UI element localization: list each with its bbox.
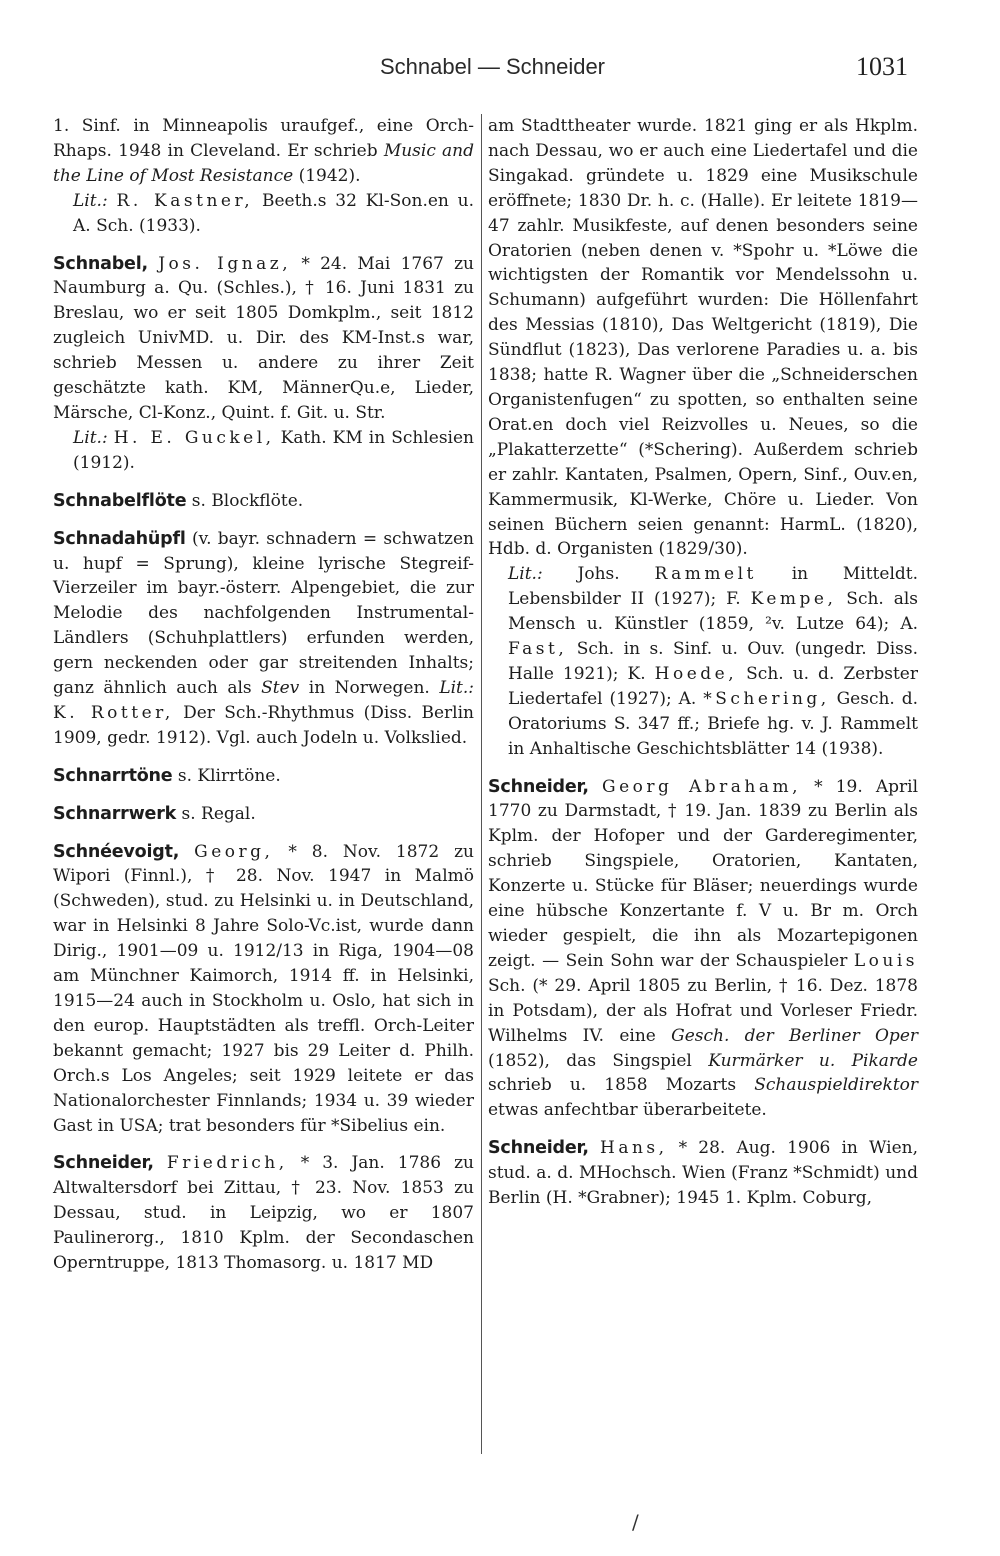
lit-label: Lit.: — [439, 678, 475, 699]
lit-text: Johs. — [577, 564, 620, 585]
entry-text: in Norwegen. — [308, 678, 430, 699]
lit-author: Fast, — [508, 639, 568, 660]
lit-text: Gesch. d. Oratoriums S. 347 ff.; Briefe hg. v. J. Rammelt in Anhaltische Geschichtsblätter 14 (1938). — [508, 688, 919, 759]
entry-continuation — [488, 114, 918, 762]
entry-text: schrieb u. 1858 Mozarts — [488, 1075, 737, 1096]
entry-text: * 8. Nov. 1872 zu Wipori (Finnl.), † 28. Nov. 1947 in Malmö (Schweden), stud. zu Helsinki u. in Deutschland, war in Helsinki 8 Jahre Solo-Vc.ist, wurde dann Dirig., 1901—09 u. 1912/13 in Riga, 1904—08 am Münchner Kaimorch, 1914 ff. in Helsinki, 1915—24 auch in Stockholm u. Oslo, hat sich in den europ. Hauptstädten als treffl. Orch-Leiter bekannt gemacht; 1927 bis 29 Leiter d. Philh. Orch.s Los Angeles; seit 1929 leitete er das Nationalorchester Finnlands; 1934 u. 39 wieder Gast in USA; trat besonders für *Sibelius ein. — [53, 841, 475, 1136]
literature-note — [53, 426, 474, 476]
right-column — [488, 114, 918, 1224]
lit-text: Sch. als Mensch u. Künstler (1859, ²v. Lutze 64); A. — [508, 589, 919, 635]
entry-continuation — [53, 114, 474, 239]
entry-schneider-friedrich — [53, 1151, 474, 1276]
person-name: Louis — [853, 950, 918, 971]
lit-text: Sch. in s. Sinf. u. Ouv. (ungedr. Diss. Halle 1921); K. — [508, 639, 918, 684]
work-title: Kurmärker u. Pikarde — [708, 1050, 918, 1071]
lit-text: in Mitteldt. Lebensbilder II (1927); F. — [508, 564, 919, 610]
entry-text: Sch. (* 29. April 1805 zu Berlin, † 16. Dez. 1878 in Potsdam), der als Hofrat und Vorleser Friedr. Wilhelms IV. eine — [488, 975, 918, 1046]
entry-text: etwas anfechtbar überarbeitete. — [488, 1100, 767, 1121]
literature-note — [53, 189, 474, 239]
running-head — [0, 52, 1000, 88]
person-name: Friedrich, — [166, 1153, 288, 1174]
column-divider — [481, 114, 482, 1454]
entry-schnarrwerk — [53, 802, 474, 827]
entry-text: (v. bayr. schnadern = schwatzen u. hupf = Sprung), kleine lyrische Stegreif-Vierzeiler im bayr.-österr. Alpengebiet, die zur Melodie des nachfolgenden Instrumental-Ländlers (Schuhplattlers) erfunden werden, gern neckenden oder gar streitenden Inhalts; ganz ähnlich auch als — [53, 528, 474, 699]
lit-author: H. E. Guckel, — [113, 427, 275, 448]
entry-schneider-georg-abraham — [488, 775, 918, 1124]
person-name: Jos. Ignaz, — [158, 253, 292, 274]
literature-note — [488, 562, 918, 761]
left-column — [53, 114, 474, 1289]
entry-schnabel-jos-ignaz — [53, 252, 474, 476]
entry-text: s. Regal. — [181, 803, 256, 824]
headword: Schneider, — [488, 1138, 589, 1159]
entry-schneider-hans — [488, 1136, 918, 1211]
headword: Schnéevoigt, — [53, 841, 180, 862]
entry-text: * 3. Jan. 1786 zu Altwaltersdorf bei Zittau, † 23. Nov. 1853 zu Dessau, stud. in Leipzig, wo er 1807 Paulinerorg., 1810 Kplm. der Secondaschen Operntruppe, 1813 Thomasorg. u. 1817 MD — [53, 1153, 474, 1274]
lit-label: Lit.: — [508, 564, 543, 585]
entry-schneevoigt — [53, 840, 474, 1139]
entry-text: * 19. April 1770 zu Darmstadt, † 19. Jan. 1839 zu Berlin als Kplm. der Hofoper und der Garderegimenter, schrieb Singspiele, Oratorien, Kantaten, Konzerte u. Stücke für Bläser; neuerdings wurde eine hübsche Konzertante f. V u. Br m. Orch wieder gespielt, die ihn als Mozartepigonen zeigt. — Sein Sohn war der Schauspieler — [488, 776, 918, 971]
lit-text: Kath. KM in Schlesien (1912). — [73, 427, 475, 473]
stray-mark: / — [632, 1510, 639, 1534]
person-name: Georg Abraham, — [601, 776, 801, 797]
entry-text: s. Klirrtöne. — [177, 765, 281, 786]
headword: Schnarrwerk — [53, 803, 177, 824]
entry-schnabelfloete — [53, 489, 474, 514]
lit-author: *Schering, — [703, 688, 830, 709]
entry-text: * 24. Mai 1767 zu Naumburg a. Qu. (Schles.), † 16. Juni 1831 zu Breslau, wo er seit 1805 Domkplm., seit 1812 zugleich UnivMD. u. Dir. des KM-Inst.s war, schrieb Messen u. andere zu ihrer Zeit geschätzte kath. KM, MännerQu.e, Lieder, Märsche, Cl-Konz., Quint. f. Git. u. Str. — [53, 253, 474, 423]
lit-label: Lit.: — [73, 427, 108, 448]
lit-author: Kempe, — [750, 589, 837, 610]
person-name: Hans, — [600, 1138, 668, 1159]
lit-author: Hoede, — [654, 663, 738, 684]
headword: Schnabel, — [53, 253, 148, 274]
entry-schnadahuepfl — [53, 527, 474, 751]
headword: Schnabelflöte — [53, 490, 187, 511]
headword: Schnarrtöne — [53, 765, 173, 786]
entry-text: 1. Sinf. in Minneapolis uraufgef., eine Orch-Rhaps. 1948 in Cleveland. Er schrieb — [53, 116, 474, 161]
person-name: Georg, — [194, 841, 274, 862]
work-title: Gesch. der Berliner Oper — [671, 1025, 919, 1046]
lit-author: Rammelt — [654, 564, 757, 585]
entry-text: am Stadttheater wurde. 1821 ging er als Hkplm. nach Dessau, wo er auch eine Liedertafel und die Singakad. gründete u. 1829 eine Musikschule eröffnete; 1830 Dr. h. c. (Halle). Er leitete 1819—47 zahlr. Musikfeste, auf denen besonders seine Oratorien (neben denen v. *Spohr u. *Löwe die wichtigsten der Romantik vor Mendelssohn u. Schumann) aufgeführt wurden: Die Höllenfahrt des Messias (1810), Das Weltgericht (1819), Die Sündflut (1823), Das verlorene Paradies u. a. bis 1838; hatte R. Wagner über die „Schneiderschen Organistenfugen“ zu spotten, so enthalten seine Orat.en doch viel Reizvolles u. Neues, so die „Plakatterzette“ (*Schering). Außerdem schrieb er zahlr. Kantaten, Psalmen, Opern, Sinf., Ouv.en, Kammermusik, Kl-Werke, Chöre u. Lieder. Von seinen Büchern seien genannt: HarmL. (1820), Hdb. d. Organisten (1829/30). — [488, 116, 918, 560]
work-title: Schauspieldirektor — [754, 1075, 919, 1096]
headword: Schnadahüpfl — [53, 528, 186, 549]
headword: Schneider, — [53, 1153, 154, 1174]
entry-text: (1942). — [298, 165, 361, 186]
page-header-title: Schnabel — Schneider — [379, 54, 606, 79]
entry-text: (1852), das Singspiel — [488, 1050, 692, 1071]
page-number: 1031 — [856, 52, 908, 81]
work-title: Music and the Line of Most Resistance — [53, 140, 475, 186]
headword: Schneider, — [488, 776, 589, 797]
italic-term: Stev — [261, 678, 300, 699]
entry-text: Der Sch.-Rhythmus (Diss. Berlin 1909, gedr. 1912). Vgl. auch Jodeln u. Volkslied. — [53, 702, 474, 748]
lit-text: Beeth.s 32 Kl-Son.en u. A. Sch. (1933). — [73, 190, 475, 236]
entry-text: s. Blockflöte. — [191, 490, 304, 511]
lit-text: Sch. u. d. Zerbster Liedertafel (1927); A. — [508, 663, 918, 709]
lit-author: R. Kastner, — [116, 190, 254, 211]
entry-text: * 28. Aug. 1906 in Wien, stud. a. d. MHochsch. Wien (Franz *Schmidt) und Berlin (H. *Grabner); 1945 1. Kplm. Coburg, — [488, 1138, 918, 1209]
lit-author: K. Rotter, — [53, 702, 174, 723]
lit-label: Lit.: — [73, 190, 108, 211]
entry-schnarrtoene — [53, 764, 474, 789]
